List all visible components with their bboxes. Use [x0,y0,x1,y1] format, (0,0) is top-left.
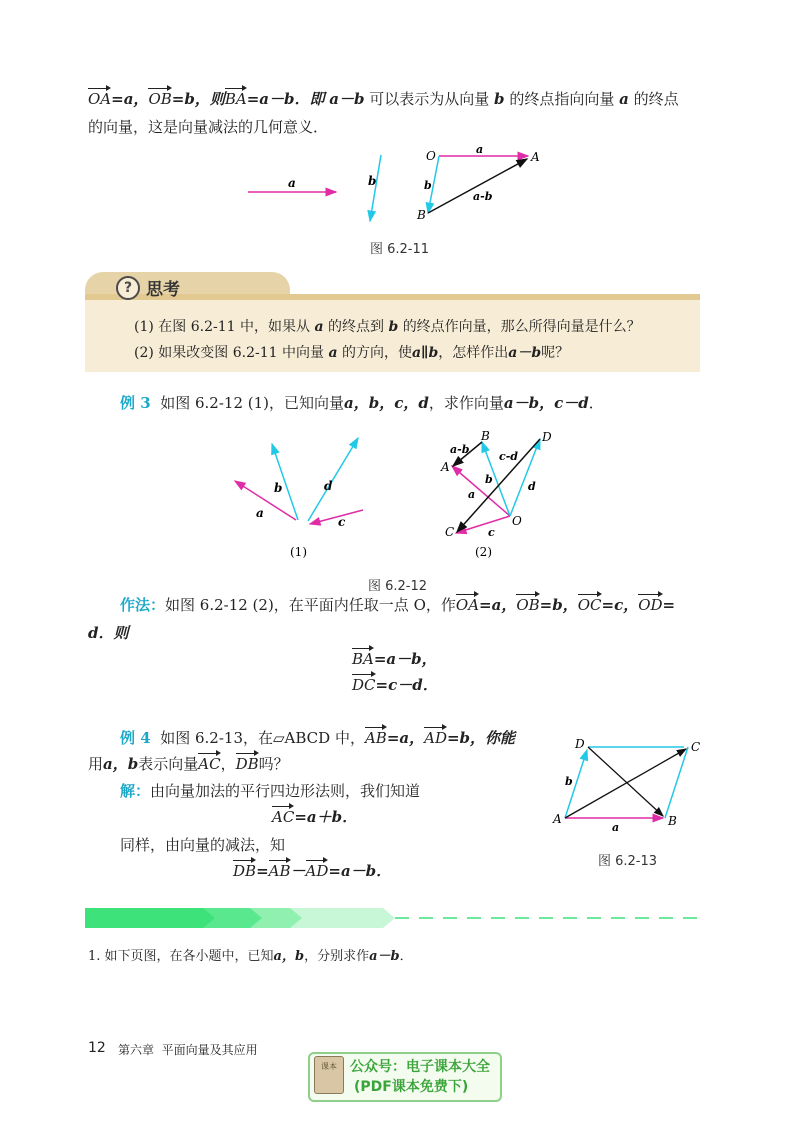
vec-BA: BA [224,90,247,108]
f12-label-c: c [338,515,346,529]
f12-sub-2: (2) [475,545,492,559]
think-title: 思考 [146,280,180,300]
label-a: a [288,176,296,190]
f12-vector-d [308,438,358,521]
intro-line-1: OA=a，OB=b，则BA=a－b．即 a－b 可以表示为从向量 b 的终点指向向量 a 的终点 [88,90,679,108]
figure-6-2-11 [240,145,560,230]
f12-label-cmd: c-d [499,450,518,463]
method-line-2: d．则 [88,624,129,642]
f13-side-CB [665,747,688,818]
question-icon: ? [116,276,140,300]
example-4-label: 例 4 [120,729,151,747]
exercise-1: 1. 如下页图，在各小题中，已知a，b，分别求作a－b． [88,949,413,964]
footer-chapter: 第六章 平面向量及其应用 [118,1043,258,1057]
f12-label-B: B [481,429,490,443]
caption-6-2-13: 图 6.2-13 [598,854,658,869]
figure-6-2-12 [220,428,570,568]
label-O: O [426,149,436,163]
caption-6-2-12: 图 6.2-12 [368,579,428,594]
label-A: A [531,150,540,164]
watermark-line-2: (PDF课本免费下) [354,1079,469,1095]
f12-label-amb: a-b [450,443,470,456]
figure-6-2-13 [550,735,710,835]
example-3-label: 例 3 [120,394,151,412]
think-question-2: (2) 如果改变图 6.2-11 中向量 a 的方向，使a∥b，怎样作出a－b呢？ [134,345,570,361]
f13-vector-DB [588,747,663,816]
f13-label-a: a [612,821,620,834]
f13-label-A: A [553,812,562,826]
vector-b [370,155,381,221]
f12-label-a: a [256,506,264,520]
method-line-1: 作法：如图 6.2-12 (2)，在平面内任取一点 O，作OA=a，OB=b，OC=c，OD= [120,596,676,614]
solution-eq-1: AC=a＋b． [272,808,358,826]
solution-line-2: 同样，由向量的减法，知 [120,836,286,854]
f12-label-a2: a [468,488,476,501]
f12-label-O: O [512,514,522,528]
book-icon: 课本 [314,1056,344,1094]
watermark-line-1: 公众号：电子课本大全 [350,1059,490,1075]
f13-label-D: D [575,737,585,751]
page-number: 12 [88,1040,106,1056]
f12-label-c2: c [488,526,495,539]
vector-BA [428,159,527,213]
example-4: 例 4 如图 6.2-13，在▱ABCD 中，AB=a，AD=b，你能 [120,729,516,747]
method-eq-1: BA=a－b， [352,650,437,668]
f12-vector-c [310,510,363,524]
f12-label-b2: b [485,473,493,486]
think-question-1: (1) 在图 6.2-11 中，如果从 a 的终点到 b 的终点作向量，那么所得向量是什么？ [134,319,641,335]
label-b-left: b [424,179,432,192]
caption-6-2-11: 图 6.2-11 [370,242,430,257]
solution-line-1: 解：由向量加法的平行四边形法则，我们知道 [120,782,421,800]
f12-label-C: C [445,525,455,539]
example-3: 例 3 如图 6.2-12 (1)，已知向量a，b，c，d，求作向量a－b，c－d． [120,394,604,412]
f12-label-A: A [441,460,450,474]
label-a-minus-b: a-b [473,190,493,203]
f12-sub-1: (1) [290,545,307,559]
f13-label-B: B [668,814,677,828]
f12-label-d2: d [528,480,536,493]
vec-OA: OA [88,90,112,108]
solution-label: 解： [120,782,151,800]
label-b: b [368,174,377,188]
f12-label-d: d [324,479,333,493]
f12-label-D: D [542,430,552,444]
exercise-header-bar [85,905,705,931]
example-4-line-2: 用a，b表示向量AC，DB吗？ [88,755,289,773]
method-eq-2: DC=c－d． [352,676,438,694]
f12-label-b: b [274,481,283,495]
solution-eq-2: DB=AB－AD=a－b． [233,862,392,880]
intro-line-2: 的向量，这是向量减法的几何意义． [88,118,329,136]
label-B: B [417,208,426,222]
label-a-top: a [476,145,484,156]
f13-label-C: C [691,740,701,754]
vec-OB: OB [148,90,172,108]
method-label: 作法： [120,596,166,614]
f13-label-b: b [565,775,573,788]
